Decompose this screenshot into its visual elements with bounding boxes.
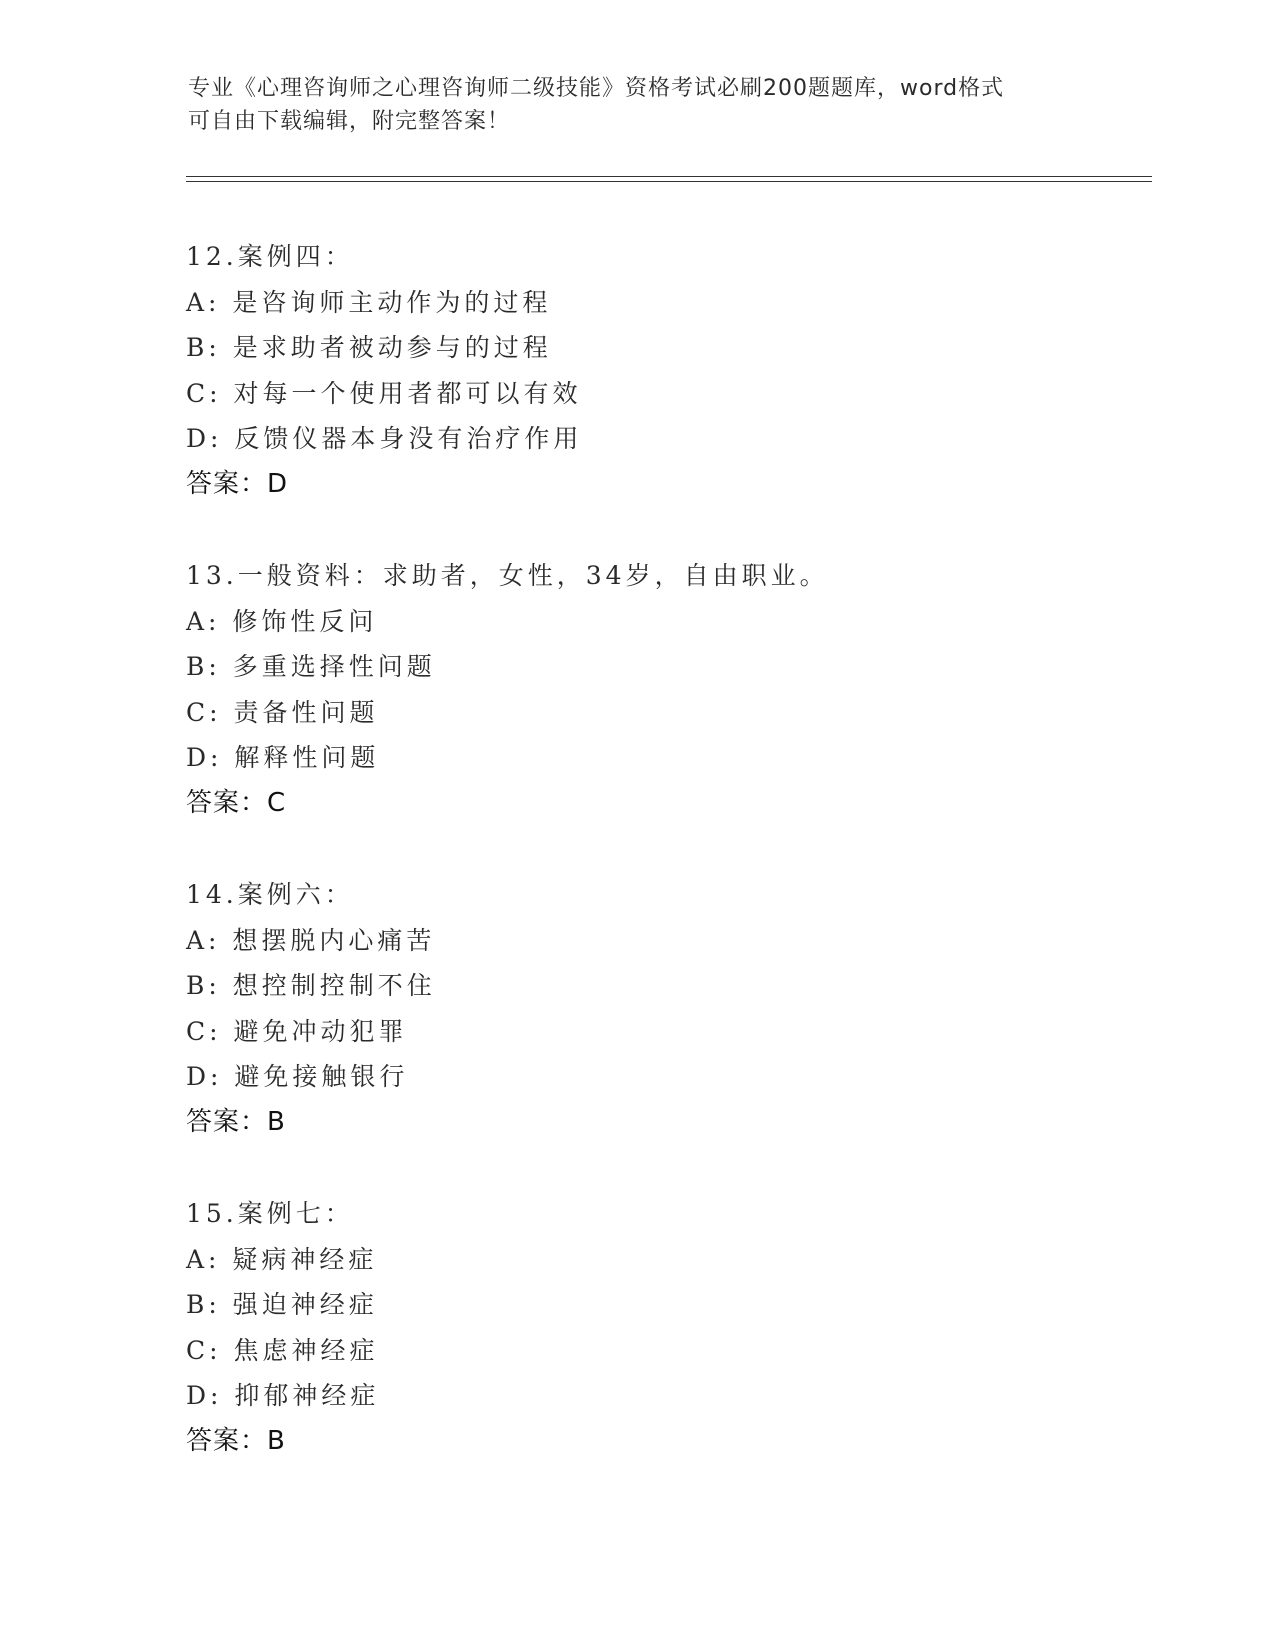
option-a: A: 想摆脱内心痛苦 [186,925,436,955]
header-line-1: 专业《心理咨询师之心理咨询师二级技能》资格考试必刷200题题库，word格式 [188,76,1005,101]
option-d: D: 抑郁神经症 [186,1381,380,1410]
option-a: A: 疑病神经症 [186,1244,378,1274]
option-b: B: 是求助者被动参与的过程 [186,333,552,362]
option-d: D: 反馈仪器本身没有治疗作用 [186,424,583,453]
question-12 [186,234,1146,507]
option-b: B: 强迫神经症 [186,1290,378,1319]
option-c: C: 对每一个使用者都可以有效 [186,378,582,408]
document-header [188,72,1088,138]
answer-label: 答案：C [186,787,287,818]
option-b: B: 多重选择性问题 [186,652,436,681]
option-d: D: 避免接触银行 [186,1062,409,1091]
option-a: A: 修饰性反问 [186,606,378,636]
question-stem: 12.案例四： [186,242,354,271]
question-13 [186,553,1146,826]
header-rule-bottom [186,181,1152,182]
question-14 [186,872,1146,1145]
option-b: B: 想控制控制不住 [186,971,436,1000]
question-stem: 13.一般资料：求助者，女性，34岁，自由职业。 [186,561,829,590]
question-stem: 15.案例七： [186,1199,354,1228]
question-stem: 14.案例六： [186,880,354,909]
option-c: C: 焦虑神经症 [186,1335,379,1365]
option-a: A: 是咨询师主动作为的过程 [186,287,552,317]
option-d: D: 解释性问题 [186,743,380,772]
answer-label: 答案：D [186,468,289,499]
answer-label: 答案：B [186,1425,286,1456]
answer-label: 答案：B [186,1106,286,1137]
header-line-2: 可自由下载编辑，附完整答案！ [188,109,511,134]
option-c: C: 避免冲动犯罪 [186,1016,408,1046]
header-rule-top [186,176,1152,177]
question-15 [186,1191,1146,1464]
option-c: C: 责备性问题 [186,697,379,727]
